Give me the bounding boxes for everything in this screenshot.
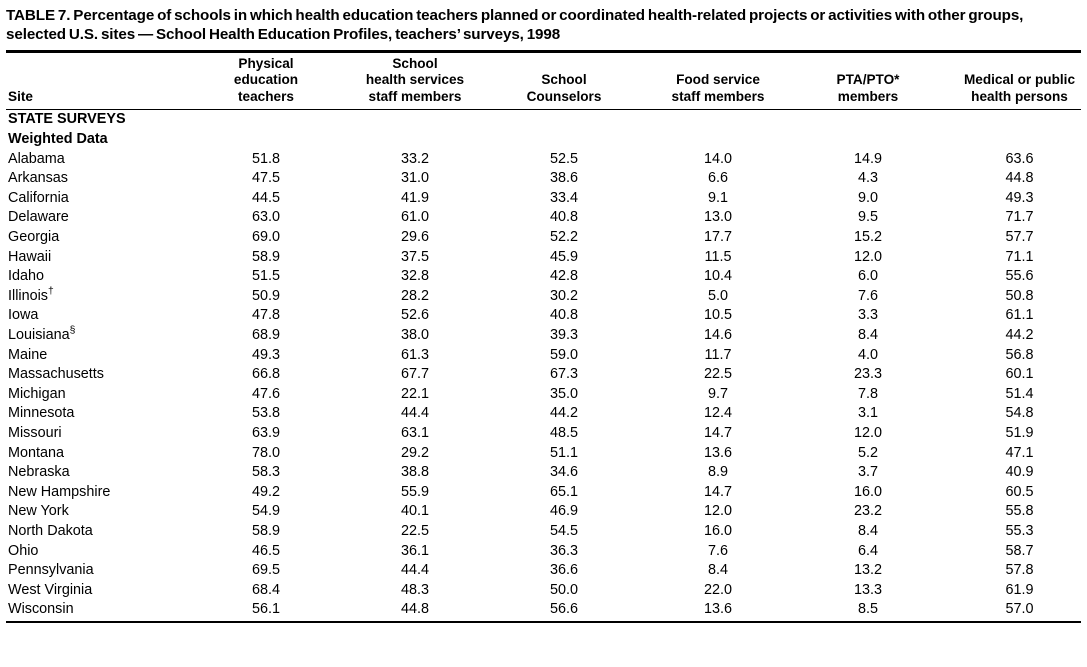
row-value: 13.6 bbox=[703, 601, 732, 618]
row-value: 10.5 bbox=[703, 307, 732, 324]
row-site-label: Massachusetts bbox=[8, 366, 104, 383]
row-value: 39.3 bbox=[549, 326, 578, 343]
row-value: 48.5 bbox=[549, 424, 578, 441]
table-row bbox=[6, 482, 1087, 502]
table-row bbox=[6, 286, 1087, 306]
table-row bbox=[6, 306, 1087, 326]
col4-line1: School bbox=[541, 72, 587, 88]
column-header-school-counselors bbox=[490, 53, 638, 109]
row-value: 53.8 bbox=[251, 405, 280, 422]
row-value: 44.8 bbox=[1005, 170, 1034, 187]
row-value: 45.9 bbox=[549, 248, 578, 265]
table-row bbox=[6, 208, 1087, 228]
row-site-label: Illinois† bbox=[8, 285, 54, 304]
table-row bbox=[6, 404, 1087, 424]
row-value: 49.2 bbox=[251, 483, 280, 500]
table-row bbox=[6, 443, 1087, 463]
column-header-pta-pto-members bbox=[798, 53, 938, 109]
row-value: 54.5 bbox=[549, 522, 578, 539]
row-site-label: Alabama bbox=[8, 150, 65, 167]
col3-line2: health services bbox=[365, 72, 465, 88]
row-value: 12.0 bbox=[853, 248, 882, 265]
row-value: 37.5 bbox=[400, 248, 429, 265]
row-value: 50.0 bbox=[549, 581, 578, 598]
row-value: 52.2 bbox=[549, 229, 578, 245]
row-value: 68.9 bbox=[251, 326, 280, 343]
col2-line1: Physical bbox=[238, 55, 294, 71]
row-site-label: Arkansas bbox=[8, 170, 68, 187]
row-value: 52.5 bbox=[549, 150, 578, 167]
row-value: 8.4 bbox=[857, 522, 878, 539]
row-value: 55.8 bbox=[1005, 503, 1034, 520]
row-value: 61.1 bbox=[1005, 307, 1034, 324]
row-value: 65.1 bbox=[549, 483, 578, 500]
row-value: 44.4 bbox=[400, 405, 429, 422]
row-value: 58.3 bbox=[251, 464, 280, 481]
row-value: 67.3 bbox=[549, 366, 578, 383]
row-value: 38.0 bbox=[400, 326, 429, 343]
table-row bbox=[6, 384, 1087, 404]
row-value: 51.9 bbox=[1005, 424, 1034, 441]
row-value: 69.0 bbox=[251, 229, 280, 245]
col6-line1: PTA/PTO* bbox=[836, 72, 900, 88]
row-value: 46.5 bbox=[251, 542, 280, 559]
table-row bbox=[6, 267, 1087, 287]
row-value: 10.4 bbox=[703, 268, 732, 285]
table-header bbox=[6, 53, 1087, 109]
row-value: 13.0 bbox=[703, 209, 732, 226]
row-value: 11.7 bbox=[704, 346, 732, 363]
table-row bbox=[6, 423, 1087, 443]
row-value: 36.6 bbox=[549, 562, 578, 579]
row-value: 7.6 bbox=[707, 542, 728, 559]
row-value: 48.3 bbox=[400, 581, 429, 598]
row-value: 60.1 bbox=[1005, 366, 1034, 383]
row-value: 14.7 bbox=[703, 483, 732, 500]
row-value: 47.1 bbox=[1005, 444, 1034, 461]
row-value: 29.6 bbox=[400, 229, 429, 245]
row-site-label: West Virginia bbox=[8, 581, 93, 598]
row-value: 23.2 bbox=[853, 503, 882, 520]
row-value: 51.5 bbox=[251, 268, 280, 285]
row-site-label: Delaware bbox=[8, 209, 69, 226]
row-value: 22.1 bbox=[400, 385, 429, 402]
row-value: 7.8 bbox=[857, 385, 878, 402]
table-row bbox=[6, 561, 1087, 581]
row-value: 57.8 bbox=[1005, 562, 1034, 579]
column-header-medical-public-health bbox=[938, 53, 1087, 109]
row-value: 55.9 bbox=[400, 483, 429, 500]
column-header-site bbox=[6, 53, 192, 109]
footnote-marker: § bbox=[69, 325, 76, 337]
row-value: 6.4 bbox=[857, 542, 878, 559]
col2-line3: teachers bbox=[238, 88, 294, 104]
row-value: 17.7 bbox=[703, 229, 732, 245]
row-site-label: Pennsylvania bbox=[8, 562, 94, 579]
row-value: 50.9 bbox=[251, 287, 280, 304]
row-value: 46.9 bbox=[549, 503, 578, 520]
row-value: 22.5 bbox=[703, 366, 732, 383]
column-header-food-service-staff bbox=[638, 53, 798, 109]
row-value: 5.0 bbox=[707, 287, 728, 304]
row-value: 66.8 bbox=[251, 366, 280, 383]
row-value: 54.9 bbox=[251, 503, 280, 520]
row-value: 47.5 bbox=[251, 170, 280, 187]
column-header-physical-education-teachers bbox=[192, 53, 340, 109]
row-value: 3.7 bbox=[857, 464, 878, 481]
row-value: 13.6 bbox=[703, 444, 732, 461]
row-value: 51.8 bbox=[251, 150, 280, 167]
row-value: 23.3 bbox=[853, 366, 882, 383]
row-value: 50.8 bbox=[1005, 287, 1034, 304]
row-value: 44.2 bbox=[1005, 326, 1034, 343]
row-value: 31.0 bbox=[400, 170, 429, 187]
col2-line2: education bbox=[233, 72, 299, 88]
row-value: 63.0 bbox=[251, 209, 280, 226]
row-value: 57.7 bbox=[1005, 229, 1034, 245]
row-value: 36.3 bbox=[549, 542, 578, 559]
row-value: 6.6 bbox=[707, 170, 728, 187]
row-value: 33.2 bbox=[400, 150, 429, 167]
row-value: 14.0 bbox=[703, 150, 732, 167]
col3-line3: staff members bbox=[368, 88, 462, 104]
row-site-label: Georgia bbox=[8, 229, 60, 245]
row-value: 55.3 bbox=[1005, 522, 1034, 539]
row-value: 15.2 bbox=[853, 229, 882, 245]
row-value: 3.1 bbox=[857, 405, 878, 422]
table-row bbox=[6, 345, 1087, 365]
row-value: 71.1 bbox=[1005, 248, 1034, 265]
row-value: 22.5 bbox=[400, 522, 429, 539]
row-value: 51.4 bbox=[1005, 385, 1034, 402]
row-value: 6.0 bbox=[857, 268, 878, 285]
row-value: 58.9 bbox=[251, 248, 280, 265]
row-value: 4.3 bbox=[857, 170, 878, 187]
row-value: 61.9 bbox=[1005, 581, 1034, 598]
row-value: 12.4 bbox=[703, 405, 732, 422]
row-value: 40.1 bbox=[400, 503, 429, 520]
row-value: 12.0 bbox=[853, 424, 882, 441]
row-value: 5.2 bbox=[857, 444, 878, 461]
row-value: 59.0 bbox=[549, 346, 578, 363]
subsection-label: Weighted Data bbox=[8, 131, 108, 148]
row-value: 11.5 bbox=[704, 248, 732, 265]
table-row bbox=[6, 463, 1087, 483]
table-row bbox=[6, 365, 1087, 385]
row-value: 44.8 bbox=[400, 601, 429, 618]
row-value: 8.5 bbox=[857, 601, 878, 618]
row-value: 14.7 bbox=[703, 424, 732, 441]
table-body bbox=[6, 110, 1087, 619]
row-value: 7.6 bbox=[857, 287, 878, 304]
row-value: 29.2 bbox=[400, 444, 429, 461]
row-value: 14.9 bbox=[853, 150, 882, 167]
row-value: 63.9 bbox=[251, 424, 280, 441]
row-value: 44.5 bbox=[251, 189, 280, 206]
col7-line1: Medical or public bbox=[963, 72, 1076, 88]
table-row bbox=[6, 188, 1087, 208]
row-value: 71.7 bbox=[1005, 209, 1034, 226]
column-header-site-line1: Site bbox=[8, 88, 33, 104]
row-value: 13.2 bbox=[853, 562, 882, 579]
col6-line2: members bbox=[837, 88, 899, 104]
section-header-row bbox=[6, 110, 1087, 130]
table-row bbox=[6, 541, 1087, 561]
row-value: 4.0 bbox=[857, 346, 878, 363]
row-value: 34.6 bbox=[549, 464, 578, 481]
row-site-label: Wisconsin bbox=[8, 601, 74, 618]
row-site-label: Montana bbox=[8, 444, 65, 461]
table-row bbox=[6, 325, 1087, 345]
col5-line1: Food service bbox=[676, 72, 760, 88]
row-site-label: Iowa bbox=[8, 307, 39, 324]
footnote-marker: † bbox=[48, 285, 54, 297]
row-value: 63.1 bbox=[400, 424, 429, 441]
row-value: 44.2 bbox=[549, 405, 578, 422]
row-value: 69.5 bbox=[251, 562, 280, 579]
row-value: 16.0 bbox=[853, 483, 882, 500]
row-value: 8.4 bbox=[707, 562, 728, 579]
row-value: 12.0 bbox=[703, 503, 732, 520]
row-value: 8.4 bbox=[857, 326, 878, 343]
col5-line2: staff members bbox=[671, 88, 765, 104]
table-row bbox=[6, 169, 1087, 189]
row-site-label: California bbox=[8, 189, 69, 206]
row-site-label: Hawaii bbox=[8, 248, 52, 265]
subsection-header-row bbox=[6, 129, 1087, 149]
row-value: 14.6 bbox=[703, 326, 732, 343]
row-value: 57.0 bbox=[1005, 601, 1034, 618]
row-value: 47.8 bbox=[251, 307, 280, 324]
row-value: 63.6 bbox=[1005, 150, 1034, 167]
row-value: 40.8 bbox=[549, 209, 578, 226]
row-site-label: Michigan bbox=[8, 385, 66, 402]
row-value: 40.8 bbox=[549, 307, 578, 324]
row-value: 35.0 bbox=[549, 385, 578, 402]
row-value: 13.3 bbox=[853, 581, 882, 598]
row-value: 67.7 bbox=[400, 366, 429, 383]
row-value: 9.7 bbox=[707, 385, 728, 402]
row-value: 58.9 bbox=[251, 522, 280, 539]
row-value: 49.3 bbox=[251, 346, 280, 363]
col3-line1: School bbox=[392, 55, 438, 71]
col7-line2: health persons bbox=[971, 88, 1068, 104]
row-value: 28.2 bbox=[400, 287, 429, 304]
row-value: 9.0 bbox=[857, 189, 878, 206]
row-value: 60.5 bbox=[1005, 483, 1034, 500]
table-row bbox=[6, 502, 1087, 522]
row-site-label: Minnesota bbox=[8, 405, 75, 422]
table-row bbox=[6, 580, 1087, 600]
row-value: 40.9 bbox=[1005, 464, 1034, 481]
table-row bbox=[6, 521, 1087, 541]
row-value: 22.0 bbox=[703, 581, 732, 598]
row-value: 49.3 bbox=[1005, 189, 1034, 206]
section-label: STATE SURVEYS bbox=[8, 111, 126, 128]
row-site-label: Maine bbox=[8, 346, 48, 363]
row-value: 41.9 bbox=[400, 189, 429, 206]
row-value: 52.6 bbox=[400, 307, 429, 324]
row-value: 36.1 bbox=[400, 542, 429, 559]
table-rows-container bbox=[6, 110, 1087, 619]
row-site-label: Louisiana§ bbox=[8, 325, 76, 343]
row-value: 42.8 bbox=[549, 268, 578, 285]
row-value: 32.8 bbox=[400, 268, 429, 285]
row-site-label: North Dakota bbox=[8, 522, 93, 539]
column-header-school-health-services-staff bbox=[340, 53, 490, 109]
row-value: 61.0 bbox=[400, 209, 429, 226]
table-row bbox=[6, 247, 1087, 267]
row-site-label: Nebraska bbox=[8, 464, 70, 481]
row-site-label: Idaho bbox=[8, 268, 45, 285]
row-value: 58.7 bbox=[1005, 542, 1034, 559]
row-value: 56.8 bbox=[1005, 346, 1034, 363]
row-value: 44.4 bbox=[400, 562, 429, 579]
row-value: 51.1 bbox=[549, 444, 578, 461]
row-value: 78.0 bbox=[251, 444, 280, 461]
bottom-rule bbox=[6, 621, 1081, 623]
row-value: 3.3 bbox=[857, 307, 878, 324]
row-value: 30.2 bbox=[549, 287, 578, 304]
row-value: 68.4 bbox=[251, 581, 280, 598]
row-site-label: Ohio bbox=[8, 542, 39, 559]
table-row bbox=[6, 600, 1087, 620]
row-value: 61.3 bbox=[400, 346, 429, 363]
row-value: 56.6 bbox=[549, 601, 578, 618]
row-value: 9.1 bbox=[707, 189, 728, 206]
row-value: 55.6 bbox=[1005, 268, 1034, 285]
row-site-label: New York bbox=[8, 503, 69, 520]
row-value: 16.0 bbox=[703, 522, 732, 539]
table-title: TABLE 7. Percentage of schools in which health education teachers planned or coordinated health-related projects or activities with other groups, selected U.S. sites — School Health Education Profiles, teachers’ surveys, 1998 bbox=[6, 7, 1024, 44]
header-row bbox=[6, 53, 1087, 109]
row-value: 38.8 bbox=[400, 464, 429, 481]
row-site-label: Missouri bbox=[8, 424, 62, 441]
row-value: 9.5 bbox=[857, 209, 878, 226]
row-site-label: New Hampshire bbox=[8, 483, 111, 500]
row-value: 38.6 bbox=[549, 170, 578, 187]
table-row bbox=[6, 149, 1087, 169]
row-value: 56.1 bbox=[251, 601, 280, 618]
row-value: 54.8 bbox=[1005, 405, 1034, 422]
row-value: 47.6 bbox=[251, 385, 280, 402]
row-value: 8.9 bbox=[707, 464, 728, 481]
col4-line2: Counselors bbox=[526, 88, 602, 104]
table-row bbox=[6, 227, 1087, 247]
row-value: 33.4 bbox=[549, 189, 578, 206]
